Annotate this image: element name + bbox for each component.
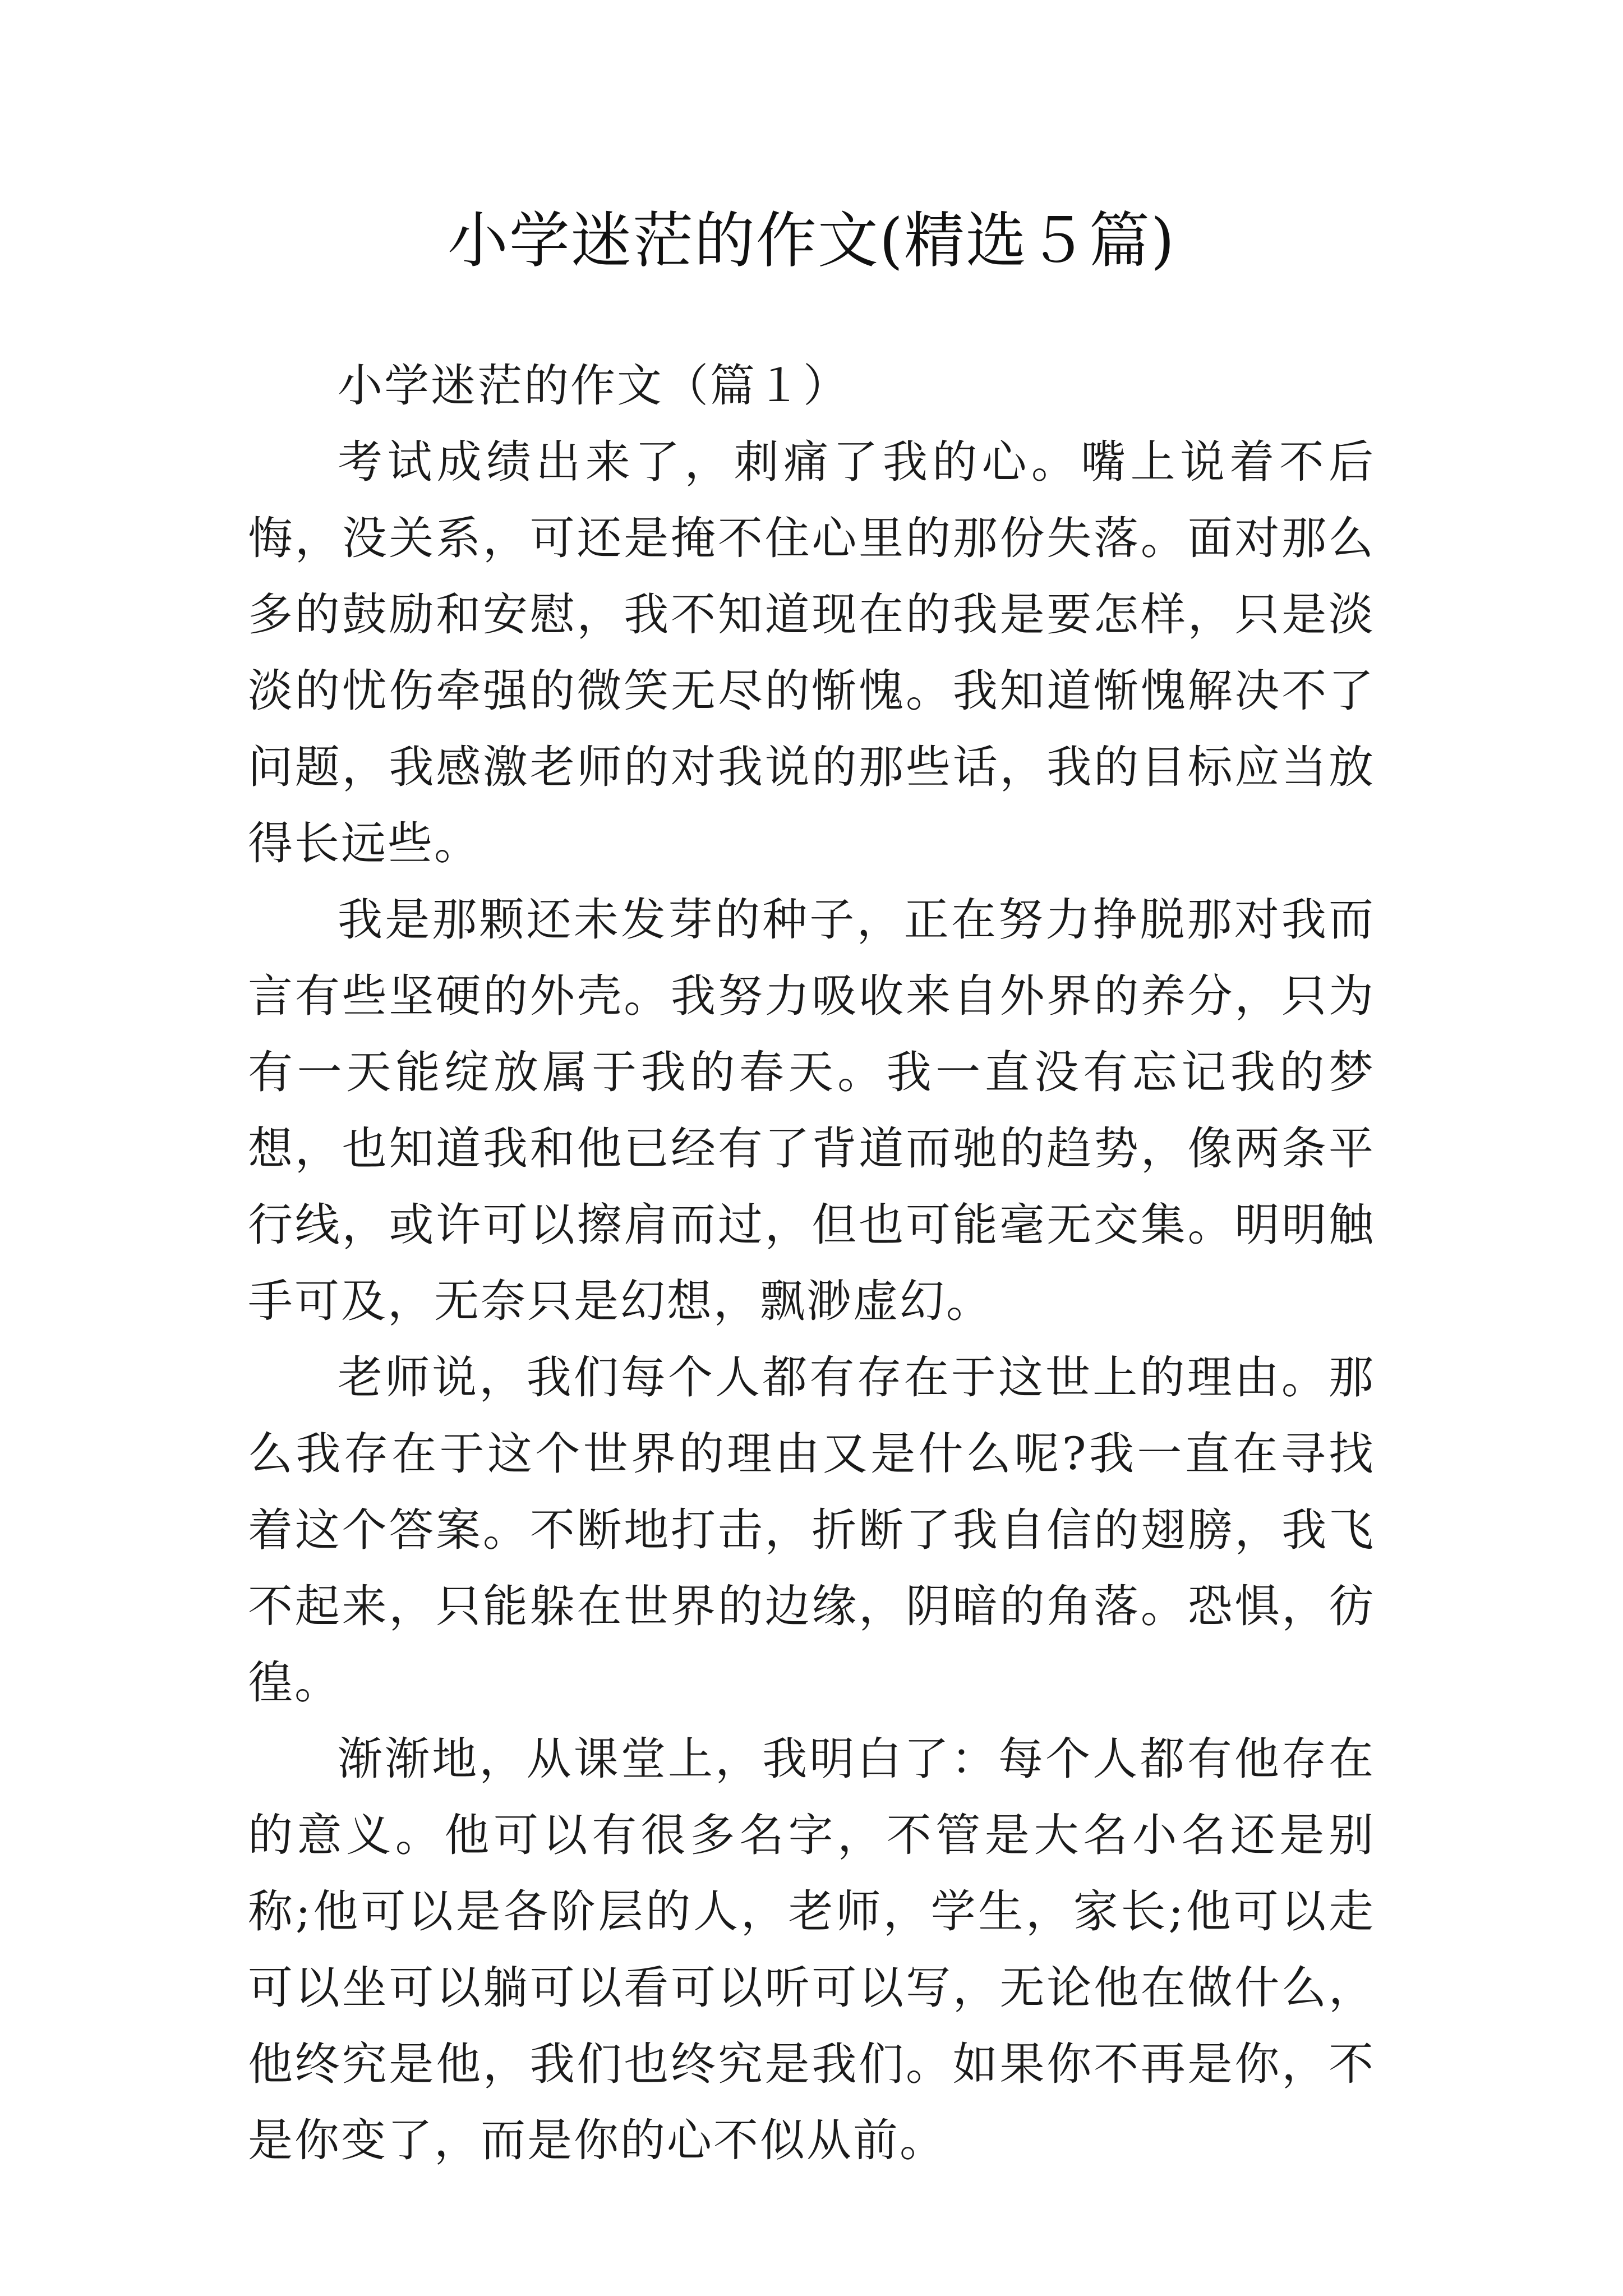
- section-heading: 小学迷茫的作文（篇１）: [338, 360, 850, 412]
- document-title: 小学迷茫的作文(精选５篇): [447, 206, 1176, 276]
- document-body: [248, 348, 1375, 2179]
- paragraph: 我是那颗还未发芽的种子，正在努力挣脱那对我而言有些坚硬的外壳。我努力吸收来自外界的养分，只为有一天能绽放属于我的春天。我一直没有忘记我的梦想，也知道我和他已经有了背道而驰的趋势，像两条平行线，或许可以擦肩而过，但也可能毫无交集。明明触手可及，无奈只是幻想，飘渺虚幻。: [248, 894, 1375, 1327]
- paragraph: 老师说，我们每个人都有存在于这世上的理由。那么我存在于这个世界的理由又是什么呢?我一直在寻找着这个答案。不断地打击，折断了我自信的翅膀，我飞不起来，只能躲在世界的边缘，阴暗的角落。恐惧，彷徨。: [248, 1351, 1375, 1709]
- paragraph: 渐渐地，从课堂上，我明白了：每个人都有他存在的意义。他可以有很多名字，不管是大名小名还是别称;他可以是各阶层的人，老师，学生，家长;他可以走可以坐可以躺可以看可以听可以写，无论他在做什么，他终究是他，我们也终究是我们。如果你不再是你，不是你变了，而是你的心不似从前。: [248, 1733, 1375, 2166]
- paragraph: 考试成绩出来了，刺痛了我的心。嘴上说着不后悔，没关系，可还是掩不住心里的那份失落。面对那么多的鼓励和安慰，我不知道现在的我是要怎样，只是淡淡的忧伤牵强的微笑无尽的惭愧。我知道惭愧解决不了问题，我感激老师的对我说的那些话，我的目标应当放得长远些。: [248, 436, 1375, 869]
